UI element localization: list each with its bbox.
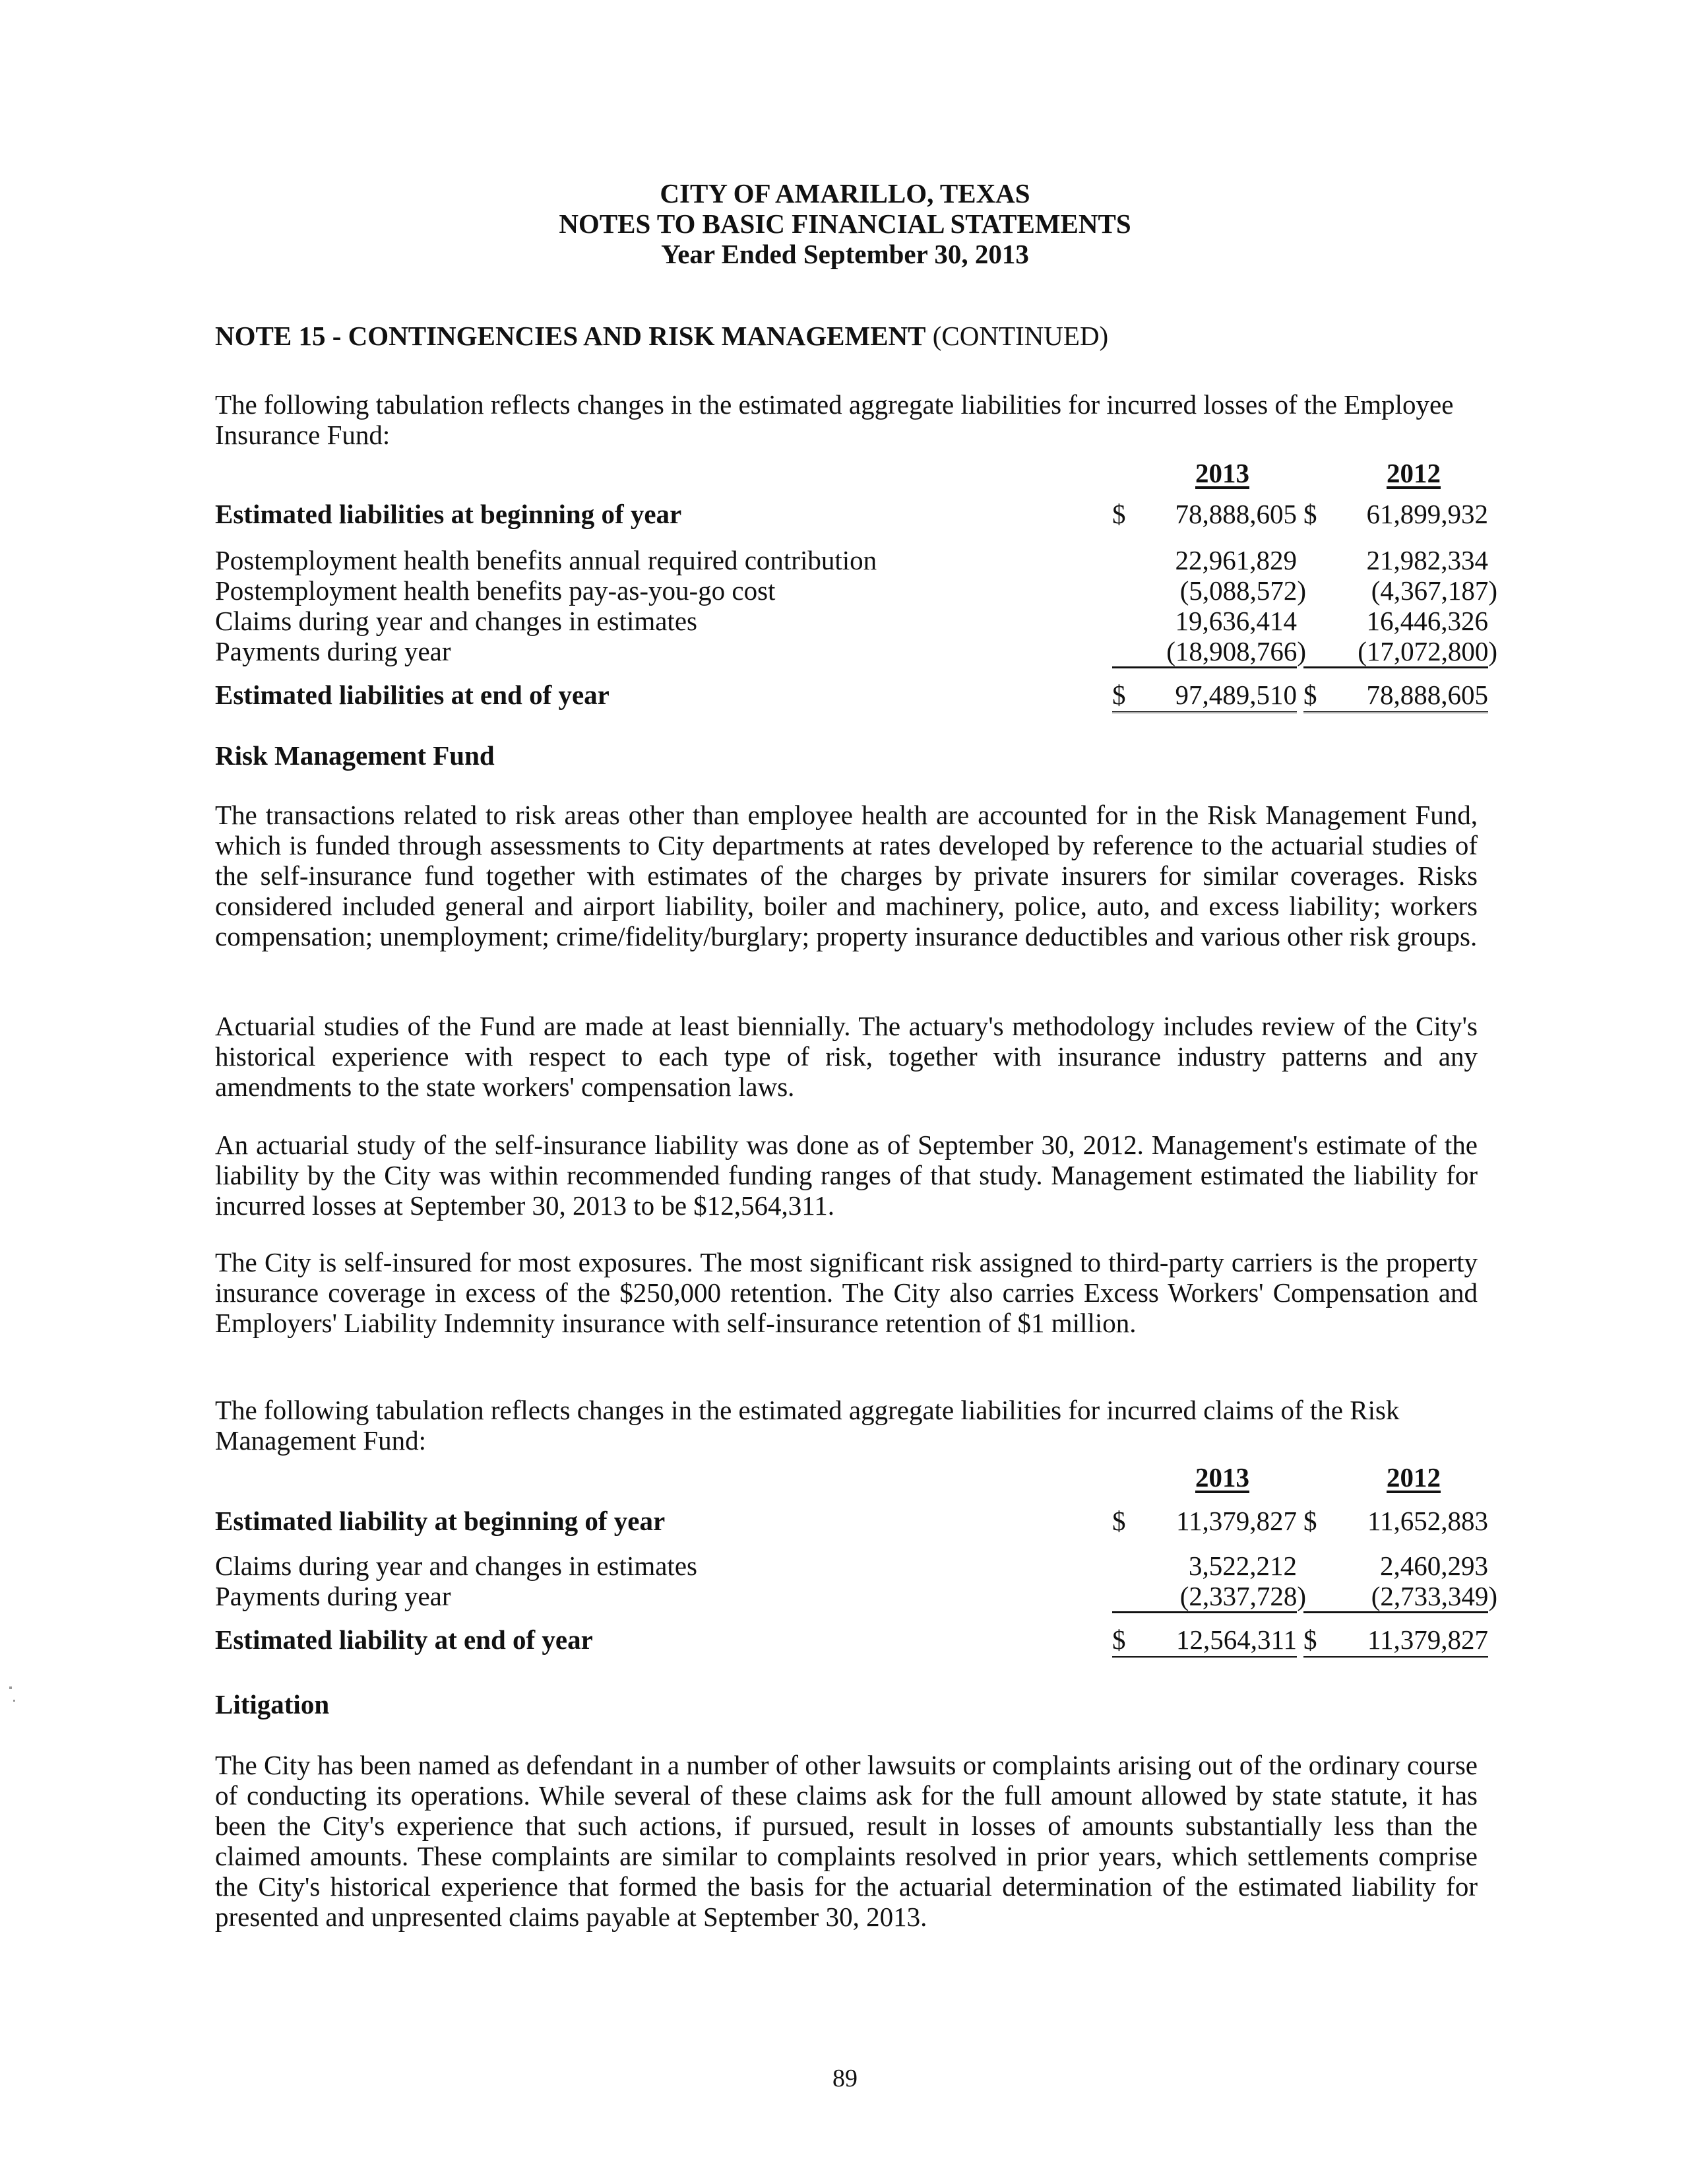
value-2012: $ 61,899,932 xyxy=(1303,499,1488,529)
value-2013: $ 78,888,605 xyxy=(1112,499,1297,529)
value-2013: $ 11,379,827 xyxy=(1112,1506,1297,1536)
table-row xyxy=(215,1551,1488,1581)
row-label: Postemployment health benefits annual required contribution xyxy=(215,545,877,575)
value-2012: 2,460,293 xyxy=(1380,1551,1488,1581)
row-label: Estimated liability at beginning of year xyxy=(215,1506,666,1536)
row-label: Estimated liabilities at end of year xyxy=(215,680,610,710)
column-header-2013: 2013 xyxy=(1195,458,1249,488)
column-header-2012: 2012 xyxy=(1387,1462,1441,1493)
table-row xyxy=(215,575,1497,606)
column-header-2013: 2013 xyxy=(1195,1462,1249,1493)
scan-speck xyxy=(9,1686,12,1689)
risk-management-heading: Risk Management Fund xyxy=(215,740,495,771)
table-header-row xyxy=(215,458,1488,488)
value-2013: 3,522,212 xyxy=(1189,1551,1297,1581)
value-2012: 16,446,326 xyxy=(1366,606,1488,636)
litigation-heading: Litigation xyxy=(215,1689,330,1719)
page-number: 89 xyxy=(832,2065,858,2092)
risk-paragraph-2: Actuarial studies of the Fund are made at least biennially. The actuary's methodology includes review of the City's historical experience with respect to each type of risk, together with insurance industry patterns and any amendments to the state workers' compensation laws. xyxy=(215,1011,1478,1102)
value-2013: 19,636,414 xyxy=(1175,606,1297,636)
value-2013: (18,908,766) xyxy=(1112,636,1297,668)
table-row xyxy=(215,545,1488,575)
header-period: Year Ended September 30, 2013 xyxy=(661,239,1029,269)
table-row xyxy=(215,499,1488,529)
note-title-continued: (CONTINUED) xyxy=(925,321,1109,351)
employee-fund-intro: The following tabulation reflects changes in the estimated aggregate liabilities for incurred losses of the Employee Insurance Fund: xyxy=(215,389,1454,450)
table-row xyxy=(215,606,1488,636)
row-label: Payments during year xyxy=(215,636,451,666)
page-header xyxy=(0,178,1690,269)
table-header-row xyxy=(215,1462,1488,1493)
value-2013: (2,337,728) xyxy=(1112,1581,1297,1613)
table-row xyxy=(215,636,1497,666)
risk-paragraph-1: The transactions related to risk areas other than employee health are accounted for in the Risk Management Fund, which is funded through assessments to City departments at rates developed by reference to the actuarial studies of the self-insurance fund together with estimates of the charges by private insurers for similar coverages. Risks considered included general and airport liability, boiler and machinery, police, auto, and excess liability; workers compensation; unemployment; crime/fidelity/burglary; property insurance deductibles and various other risk groups. xyxy=(215,800,1478,951)
value-2012: $ 11,652,883 xyxy=(1303,1506,1488,1536)
row-label: Payments during year xyxy=(215,1581,451,1611)
value-2012: (17,072,800) xyxy=(1303,636,1488,668)
note-title xyxy=(215,321,1108,351)
value-2013: 22,961,829 xyxy=(1175,545,1297,575)
row-label: Estimated liabilities at beginning of year xyxy=(215,499,682,529)
scan-speck xyxy=(13,1700,15,1702)
value-2013: $ 12,564,311 xyxy=(1112,1624,1297,1658)
table-row xyxy=(215,1581,1497,1611)
table-row xyxy=(215,1624,1488,1655)
value-2012: 21,982,334 xyxy=(1366,545,1488,575)
risk-fund-intro: The following tabulation reflects changes in the estimated aggregate liabilities for incurred claims of the Risk Management Fund: xyxy=(215,1395,1400,1456)
value-2013: (5,088,572) xyxy=(1179,575,1306,606)
litigation-paragraph: The City has been named as defendant in a number of other lawsuits or complaints arising out of the ordinary course of conducting its operations. While several of these claims ask for the full amount allowed by state statute, it has been the City's experience that such actions, if pursued, result in losses of amounts substantially less than the claimed amounts. These complaints are similar to complaints resolved in prior years, which settlements comprise the City's historical experience that formed the basis for the actuarial determination of the estimated liability for presented and unpresented claims payable at September 30, 2013. xyxy=(215,1750,1478,1932)
column-header-2012: 2012 xyxy=(1387,458,1441,488)
value-2012: $ 11,379,827 xyxy=(1303,1624,1488,1658)
table-row xyxy=(215,1506,1488,1536)
row-label: Postemployment health benefits pay-as-you-go cost xyxy=(215,575,776,606)
value-2013: $ 97,489,510 xyxy=(1112,680,1297,713)
row-label: Claims during year and changes in estimates xyxy=(215,1551,697,1581)
value-2012: (4,367,187) xyxy=(1371,575,1497,606)
header-entity: CITY OF AMARILLO, TEXAS xyxy=(660,178,1030,209)
value-2012: $ 78,888,605 xyxy=(1303,680,1488,713)
row-label: Claims during year and changes in estimates xyxy=(215,606,697,636)
header-title: NOTES TO BASIC FINANCIAL STATEMENTS xyxy=(559,209,1131,239)
note-title-main: NOTE 15 - CONTINGENCIES AND RISK MANAGEMENT xyxy=(215,321,926,351)
row-label: Estimated liability at end of year xyxy=(215,1624,593,1655)
value-2012: (2,733,349) xyxy=(1303,1581,1488,1613)
risk-paragraph-4: The City is self-insured for most exposures. The most significant risk assigned to third-party carriers is the property insurance coverage in excess of the $250,000 retention. The City also carries Excess Workers' Compensation and Employers' Liability Indemnity insurance with self-insurance retention of $1 million. xyxy=(215,1247,1478,1338)
table-row xyxy=(215,680,1488,710)
risk-paragraph-3: An actuarial study of the self-insurance liability was done as of September 30, 2012. Management's estimate of the liability by the City was within recommended funding ranges of that study. Management estimated the liability for incurred losses at September 30, 2013 to be $12,564,311. xyxy=(215,1130,1478,1221)
